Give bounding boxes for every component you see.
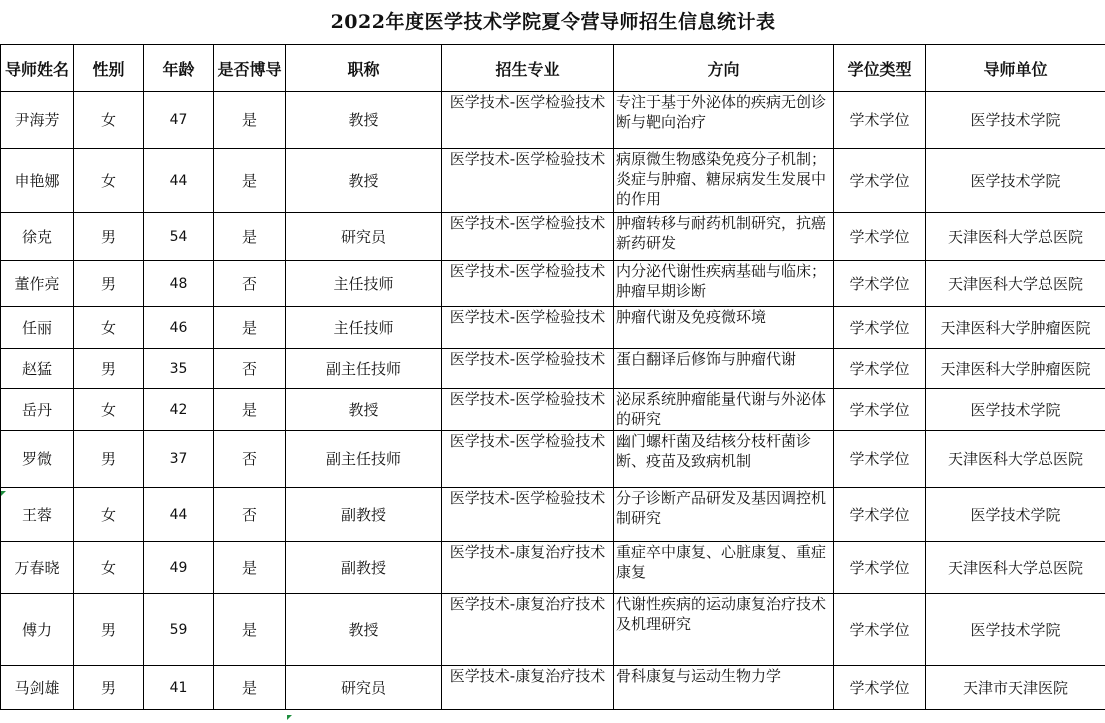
table-row[interactable]: [1, 542, 1105, 594]
header-row: [1, 45, 1105, 92]
cell-unit[interactable]: 天津医科大学总医院: [926, 261, 1105, 307]
cell-unit[interactable]: 天津医科大学总医院: [926, 542, 1105, 594]
cell-name[interactable]: 王蓉: [1, 488, 74, 542]
table-row[interactable]: [1, 389, 1105, 431]
cell-direction[interactable]: 肿瘤代谢及免疫微环境: [614, 307, 834, 349]
cell-phd[interactable]: 是: [214, 594, 286, 666]
table-row[interactable]: [1, 594, 1105, 666]
cell-degree[interactable]: 学术学位: [834, 594, 926, 666]
cell-major[interactable]: 医学技术-康复治疗技术: [442, 594, 614, 666]
cell-direction[interactable]: 病原微生物感染免疫分子机制；炎症与肿瘤、糖尿病发生发展中的作用: [614, 149, 834, 213]
cell-title[interactable]: 副教授: [286, 488, 442, 542]
cell-gender[interactable]: 男: [74, 261, 144, 307]
header-cell-degree[interactable]: 学位类型: [834, 45, 926, 92]
header-cell-age[interactable]: 年龄: [144, 45, 214, 92]
cell-gender[interactable]: 女: [74, 542, 144, 594]
cell-title[interactable]: 教授: [286, 92, 442, 149]
cell-title[interactable]: 研究员: [286, 213, 442, 261]
cell-major[interactable]: 医学技术-医学检验技术: [442, 307, 614, 349]
table-row[interactable]: [1, 307, 1105, 349]
cell-gender[interactable]: 女: [74, 92, 144, 149]
cell-degree[interactable]: 学术学位: [834, 307, 926, 349]
cell-gender[interactable]: 男: [74, 594, 144, 666]
cell-title[interactable]: 教授: [286, 594, 442, 666]
cell-unit[interactable]: 天津医科大学肿瘤医院: [926, 349, 1105, 389]
cell-major[interactable]: 医学技术-医学检验技术: [442, 389, 614, 431]
cell-degree[interactable]: 学术学位: [834, 431, 926, 488]
cell-major[interactable]: 医学技术-康复治疗技术: [442, 542, 614, 594]
cell-title[interactable]: 教授: [286, 389, 442, 431]
cell-name[interactable]: 赵猛: [1, 349, 74, 389]
cell-direction[interactable]: 泌尿系统肿瘤能量代谢与外泌体的研究: [614, 389, 834, 431]
cell-name[interactable]: 徐克: [1, 213, 74, 261]
cell-title[interactable]: 副主任技师: [286, 431, 442, 488]
cell-age[interactable]: 48: [144, 261, 214, 307]
cell-age[interactable]: 44: [144, 149, 214, 213]
cell-name[interactable]: 尹海芳: [1, 92, 74, 149]
cell-age[interactable]: 47: [144, 92, 214, 149]
cell-degree[interactable]: 学术学位: [834, 261, 926, 307]
cell-major[interactable]: 医学技术-医学检验技术: [442, 431, 614, 488]
cell-name[interactable]: 岳丹: [1, 389, 74, 431]
cell-degree[interactable]: 学术学位: [834, 92, 926, 149]
cell-direction[interactable]: 肿瘤转移与耐药机制研究，抗癌新药研发: [614, 213, 834, 261]
cell-phd[interactable]: 否: [214, 431, 286, 488]
cell-phd[interactable]: 是: [214, 92, 286, 149]
cell-major[interactable]: 医学技术-医学检验技术: [442, 149, 614, 213]
cell-gender[interactable]: 男: [74, 666, 144, 710]
cell-comment-indicator: [1, 491, 6, 496]
cell-phd[interactable]: 是: [214, 389, 286, 431]
cell-degree[interactable]: 学术学位: [834, 349, 926, 389]
cell-major[interactable]: 医学技术-医学检验技术: [442, 488, 614, 542]
cell-degree[interactable]: 学术学位: [834, 213, 926, 261]
cell-name[interactable]: 马剑雄: [1, 666, 74, 710]
cell-gender[interactable]: 男: [74, 213, 144, 261]
cell-direction[interactable]: 代谢性疾病的运动康复治疗技术及机理研究: [614, 594, 834, 666]
cell-degree[interactable]: 学术学位: [834, 389, 926, 431]
table-row[interactable]: [1, 431, 1105, 488]
cell-phd[interactable]: 是: [214, 307, 286, 349]
table-row[interactable]: [1, 261, 1105, 307]
cell-unit[interactable]: 医学技术学院: [926, 92, 1105, 149]
table-row[interactable]: [1, 349, 1105, 389]
cell-unit[interactable]: 医学技术学院: [926, 488, 1105, 542]
cell-phd[interactable]: 是: [214, 666, 286, 710]
cell-direction[interactable]: 分子诊断产品研发及基因调控机制研究: [614, 488, 834, 542]
header-cell-direction[interactable]: 方向: [614, 45, 834, 92]
cell-direction[interactable]: 重症卒中康复、心脏康复、重症康复: [614, 542, 834, 594]
header-cell-major[interactable]: 招生专业: [442, 45, 614, 92]
table-row[interactable]: [1, 666, 1105, 710]
cell-title[interactable]: 研究员: [286, 666, 442, 710]
cell-age[interactable]: 54: [144, 213, 214, 261]
cell-gender[interactable]: 女: [74, 149, 144, 213]
header-cell-gender[interactable]: 性别: [74, 45, 144, 92]
cell-phd[interactable]: 否: [214, 349, 286, 389]
cell-name[interactable]: 申艳娜: [1, 149, 74, 213]
cell-age[interactable]: 37: [144, 431, 214, 488]
cell-gender[interactable]: 女: [74, 488, 144, 542]
title-row: [1, 0, 1105, 45]
table-row[interactable]: [1, 213, 1105, 261]
cell-title[interactable]: 教授: [286, 149, 442, 213]
table-row[interactable]: [1, 488, 1105, 542]
cell-age[interactable]: 46: [144, 307, 214, 349]
cell-unit[interactable]: 天津医科大学总医院: [926, 213, 1105, 261]
cell-gender[interactable]: 男: [74, 431, 144, 488]
cell-name[interactable]: 任丽: [1, 307, 74, 349]
cell-phd[interactable]: 否: [214, 261, 286, 307]
table-body: [1, 92, 1105, 710]
cell-gender[interactable]: 女: [74, 307, 144, 349]
cell-unit[interactable]: 医学技术学院: [926, 149, 1105, 213]
cell-title[interactable]: 副教授: [286, 542, 442, 594]
cell-major[interactable]: 医学技术-医学检验技术: [442, 349, 614, 389]
cell-age[interactable]: 49: [144, 542, 214, 594]
cell-major[interactable]: 医学技术-医学检验技术: [442, 261, 614, 307]
cell-degree[interactable]: 学术学位: [834, 666, 926, 710]
cell-title[interactable]: 主任技师: [286, 307, 442, 349]
cell-phd[interactable]: 是: [214, 149, 286, 213]
cell-name[interactable]: 万春晓: [1, 542, 74, 594]
cell-unit[interactable]: 医学技术学院: [926, 389, 1105, 431]
cell-unit[interactable]: 天津市天津医院: [926, 666, 1105, 710]
header-cell-phd[interactable]: 是否博导: [214, 45, 286, 92]
cell-direction[interactable]: 骨科康复与运动生物力学: [614, 666, 834, 710]
cell-phd[interactable]: 否: [214, 488, 286, 542]
header-cell-title[interactable]: 职称: [286, 45, 442, 92]
cell-unit[interactable]: 医学技术学院: [926, 594, 1105, 666]
cell-unit[interactable]: 天津医科大学总医院: [926, 431, 1105, 488]
cell-phd[interactable]: 是: [214, 213, 286, 261]
cell-major[interactable]: 医学技术-医学检验技术: [442, 213, 614, 261]
cell-title[interactable]: 副主任技师: [286, 349, 442, 389]
sheet-title[interactable]: 2022年度医学技术学院夏令营导师招生信息统计表: [1, 0, 1105, 45]
header-cell-unit[interactable]: 导师单位: [926, 45, 1105, 92]
cell-gender[interactable]: 男: [74, 349, 144, 389]
cell-phd[interactable]: 是: [214, 542, 286, 594]
cell-degree[interactable]: 学术学位: [834, 542, 926, 594]
cell-name[interactable]: 罗微: [1, 431, 74, 488]
cell-name[interactable]: 董作亮: [1, 261, 74, 307]
cell-age[interactable]: 35: [144, 349, 214, 389]
cell-major[interactable]: 医学技术-康复治疗技术: [442, 666, 614, 710]
cell-age[interactable]: 42: [144, 389, 214, 431]
cell-title[interactable]: 主任技师: [286, 261, 442, 307]
cell-gender[interactable]: 女: [74, 389, 144, 431]
cell-comment-indicator: [287, 715, 292, 720]
cell-degree[interactable]: 学术学位: [834, 488, 926, 542]
table-row[interactable]: [1, 92, 1105, 149]
cell-name[interactable]: 傅力: [1, 594, 74, 666]
cell-direction[interactable]: 幽门螺杆菌及结核分枝杆菌诊断、疫苗及致病机制: [614, 431, 834, 488]
cell-major[interactable]: 医学技术-医学检验技术: [442, 92, 614, 149]
cell-direction[interactable]: 蛋白翻译后修饰与肿瘤代谢: [614, 349, 834, 389]
cell-age[interactable]: 44: [144, 488, 214, 542]
header-cell-name[interactable]: 导师姓名: [1, 45, 74, 92]
cell-direction[interactable]: 内分泌代谢性疾病基础与临床；肿瘤早期诊断: [614, 261, 834, 307]
cell-age[interactable]: 41: [144, 666, 214, 710]
cell-unit[interactable]: 天津医科大学肿瘤医院: [926, 307, 1105, 349]
table-row[interactable]: [1, 149, 1105, 213]
cell-degree[interactable]: 学术学位: [834, 149, 926, 213]
cell-age[interactable]: 59: [144, 594, 214, 666]
cell-direction[interactable]: 专注于基于外泌体的疾病无创诊断与靶向治疗: [614, 92, 834, 149]
